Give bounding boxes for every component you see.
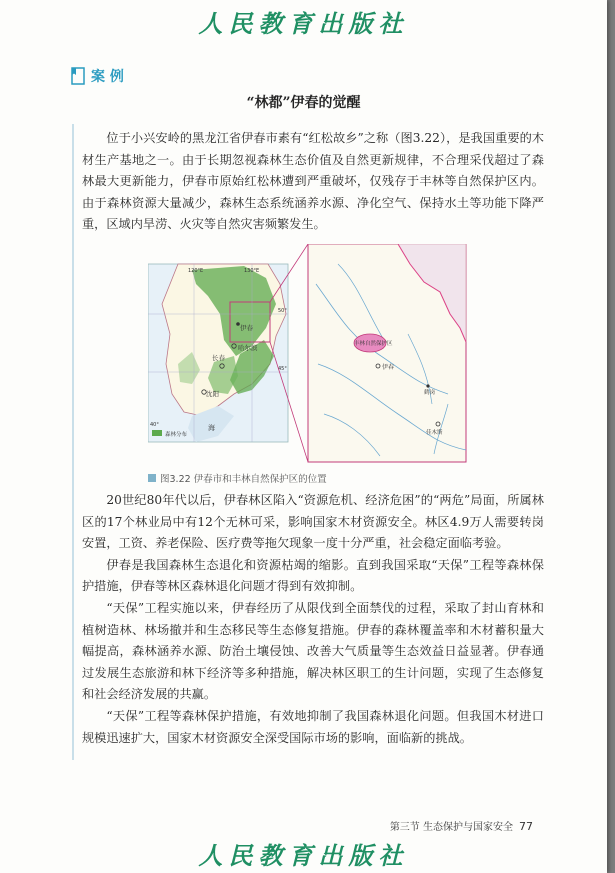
map-label-yichun-detail: 伊春 — [382, 364, 395, 371]
figure-3-22 — [148, 244, 468, 464]
map-label-lon130: 130°E — [244, 268, 260, 274]
map-label-lon120: 120°E — [188, 268, 204, 274]
map-label-city-b: 佳木斯 — [426, 430, 443, 436]
map-label-harbin: 哈尔滨 — [238, 344, 258, 352]
map-label-yichun: 伊春 — [240, 324, 253, 332]
case-book-icon — [70, 67, 86, 85]
map-label-city-a: 鹤岗 — [424, 390, 436, 396]
overview-map — [148, 264, 288, 442]
body-text-bottom — [82, 490, 544, 749]
case-title: “林都”伊春的觉醒 — [246, 95, 361, 111]
paragraph: 20世纪80年代以后，伊春林区陷入“资源危机、经济危困”的“两危”局面，所属林区的17个林业局中有12个无林可采，影响国家木材资源安全。林区4.9万人需要转岗安置，工资、养老保险、医疗费等拖欠现象一度十分严重，社会稳定面临考验。 — [82, 493, 544, 551]
paragraph: 伊春是我国森林生态退化和资源枯竭的缩影。直到我国采取“天保”工程等森林保护措施，伊春等林区森林退化问题才得到有效抑制。 — [82, 557, 544, 594]
legend-label: 森林分布 — [165, 432, 188, 438]
case-label — [70, 66, 124, 86]
map-label-sea: 海 — [208, 424, 215, 432]
footer-section: 第三节 生态保护与国家安全 — [389, 822, 513, 833]
body-text-top — [82, 128, 544, 236]
map-label-changchun: 长春 — [212, 354, 225, 362]
location-map — [148, 244, 468, 464]
page-footer — [390, 818, 533, 833]
publisher-logo-bottom: 人民教育出版社 — [198, 841, 409, 870]
map-label-lat40: 40° — [150, 422, 159, 428]
caption-square-icon — [148, 474, 156, 482]
publisher-logo-top: 人民教育出版社 — [198, 9, 409, 38]
map-label-lat50: 50° — [278, 308, 287, 314]
paragraph: “天保”工程实施以来，伊春经历了从限伐到全面禁伐的过程，采取了封山育林和植树造林、林场撤并和生态移民等生态修复措施。伊春的森林覆盖率和木材蓄积量大幅提高，森林涵养水源、防治土壤侵蚀、改善大气质量等生态效益日益显著。伊春通过发展生态旅游和林下经济等多种措施，解决林区职工的生计问题，实现了生态修复和社会经济发展的共赢。 — [82, 600, 544, 702]
paragraph: 位于小兴安岭的黑龙江省伊春市素有“红松故乡”之称（图3.22），是我国重要的木材生产基地之一。由于长期忽视森林生态价值及自然更新规律，不合理采伐超过了森林最大更新能力，伊春市原始红松林遭到严重破坏，仅残存于丰林等自然保护区内。由于森林资源大量减少，森林生态系统涵养水源、净化空气、保持水土等功能下降严重，区域内旱涝、火灾等自然灾害频繁发生。 — [82, 131, 544, 232]
paragraph: “天保”工程等森林保护措施，有效地抑制了我国森林退化问题。但我国木材进口规模迅速扩大，国家木材资源安全深受国际市场的影响，面临新的挑战。 — [82, 708, 544, 745]
page-number: 77 — [519, 820, 533, 833]
legend-swatch — [152, 430, 162, 436]
figure-caption — [148, 471, 327, 485]
map-label-reserve: 丰林自然保护区 — [354, 341, 393, 347]
case-box-border — [72, 124, 74, 760]
map-label-shenyang: 沈阳 — [206, 390, 219, 398]
detail-map — [308, 244, 466, 462]
map-label-lat45: 45° — [278, 366, 287, 372]
caption-text: 图3.22 伊春市和丰林自然保护区的位置 — [160, 474, 327, 485]
case-label-text: 案 例 — [91, 69, 124, 85]
